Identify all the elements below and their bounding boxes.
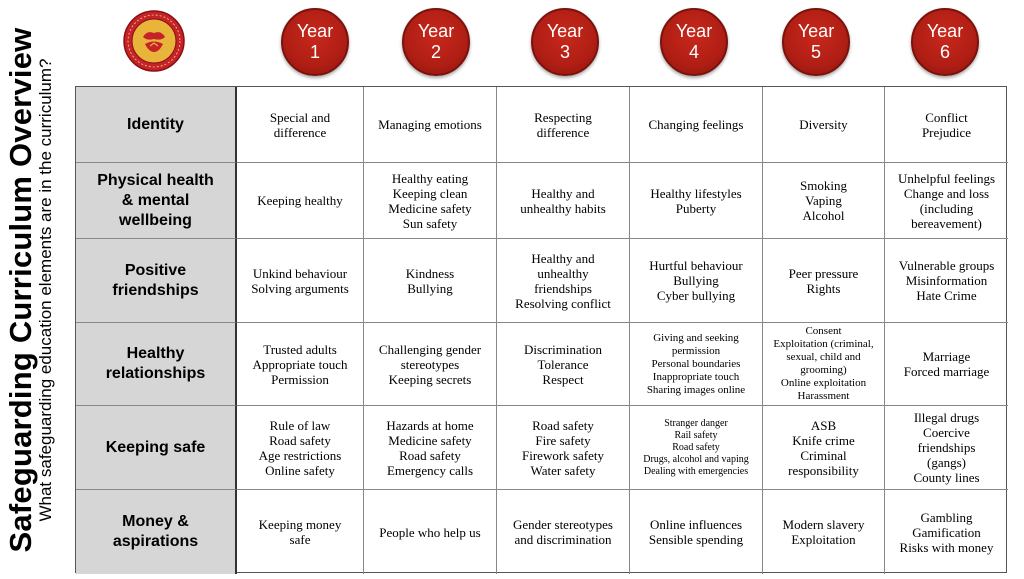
cell-line: Water safety [530,462,596,478]
cell-line: Criminal [800,447,847,463]
table-cell [364,406,497,490]
cell-line: Emergency calls [386,462,474,478]
cell-line: Alcohol [802,208,845,223]
cell-line: Keeping clean [392,185,468,201]
row-heading-line: Positive [124,261,187,279]
row-heading-line: Healthy [126,345,185,362]
year-badge-number: 6 [939,42,950,62]
curriculum-table [75,86,1007,573]
cell-line: Stranger danger [664,417,728,429]
year-badge-label: Year [546,21,584,41]
table-cell [763,490,885,574]
cell-line: Bullying [673,273,719,288]
cell-line: Kindness [405,265,455,281]
cell-line: Marriage [922,349,971,364]
cell-line: Risks with money [899,539,994,555]
cell-line: sexual, child and [786,351,861,363]
cell-line: Gambling [920,509,973,525]
cell-line: Trusted adults [263,341,337,357]
table-cell [237,87,364,163]
year-badge-label: Year [417,21,455,41]
cell-line: County lines [913,470,980,485]
cell-line: Rule of law [269,417,331,433]
row-heading-line: relationships [105,365,206,382]
table-cell [630,490,763,574]
cell-line: Road safety [399,447,461,463]
school-crest-icon [123,10,185,72]
year-badge-number: 3 [559,42,570,62]
cell-line: Misinformation [905,273,988,288]
table-cell [885,490,1008,574]
cell-line: Forced marriage [903,364,990,379]
cell-line: Conflict [925,109,968,125]
cell-line: Bullying [407,280,453,296]
cell-line: Keeping secrets [388,371,472,387]
cell-line: Hate Crime [916,288,977,303]
cell-line: bereavement) [911,215,982,231]
table-cell [885,323,1008,406]
cell-line: People who help us [379,524,481,540]
table-cell [630,239,763,323]
cell-line: Coercive [923,425,970,440]
cell-line: Respecting [534,109,592,125]
cell-line: friendships [917,440,976,455]
cell-line: permission [671,344,721,357]
cell-line: ASB [810,417,837,433]
cell-line: Change and loss [903,185,990,201]
cell-line: Vaping [805,193,842,208]
cell-line: Permission [271,371,329,387]
year-badge-label: Year [926,21,964,41]
cell-line: Diversity [799,117,848,132]
table-cell [885,406,1008,490]
year-badge-1 [281,8,349,76]
cell-line: Exploitation (criminal, [773,338,874,350]
row-heading [76,406,237,490]
table-cell [364,490,497,574]
cell-line: Dealing with emergencies [643,465,749,477]
cell-line: Challenging gender [378,341,482,357]
table-cell [763,406,885,490]
cell-line: Hurtful behaviour [649,258,743,273]
cell-line: Online safety [265,462,335,478]
cell-line: Road safety [532,417,594,433]
cell-line: responsibility [788,462,859,478]
table-cell [497,323,630,406]
cell-line: Harassment [797,390,850,402]
cell-line: Road safety [269,432,331,448]
page-title: Safeguarding Curriculum Overview [3,27,38,553]
year-badge-number: 1 [309,42,320,62]
table-cell [237,323,364,406]
cell-line: friendships [534,280,592,296]
cell-line: Gamification [912,524,981,540]
cell-line: Age restrictions [258,447,342,463]
cell-line: Giving and seeking [653,331,739,344]
cell-line: Consent [805,325,842,337]
cell-line: Healthy and [531,250,595,266]
cell-line: Respect [542,371,584,387]
table-cell [630,406,763,490]
table-cell [885,163,1008,239]
cell-line: Cyber bullying [656,288,736,303]
cell-line: Fire safety [535,432,591,448]
cell-line: Appropriate touch [252,356,348,372]
row-heading [76,490,237,574]
year-badge-4 [660,8,728,76]
row-heading-line: Physical health [97,171,214,189]
row-heading-line: friendships [112,281,199,299]
cell-line: Unhelpful feelings [897,170,996,186]
table-cell [237,239,364,323]
cell-line: Illegal drugs [913,410,980,425]
table-cell [237,406,364,490]
cell-line: stereotypes [400,356,460,372]
cell-line: Gender stereotypes [513,517,613,532]
table-cell [497,239,630,323]
table-cell [497,490,630,574]
year-badge-3 [531,8,599,76]
cell-line: Unkind behaviour [252,265,348,281]
year-badge-5 [782,8,850,76]
cell-line: Online exploitation [780,377,867,389]
cell-line: Inappropriate touch [652,370,740,383]
page-subtitle: What safeguarding education elements are in the curriculum? [36,58,55,522]
row-heading [76,239,237,323]
cell-line: Tolerance [537,356,589,372]
table-cell [364,163,497,239]
table-cell [364,239,497,323]
year-badge-2 [402,8,470,76]
cell-line: Prejudice [921,124,972,140]
table-cell [630,163,763,239]
cell-line: Sharing images online [646,383,746,396]
table-cell [885,239,1008,323]
cell-line: Rail safety [674,429,718,441]
cell-line: Online influences [649,517,743,532]
cell-line: Sun safety [402,215,458,231]
table-cell [497,406,630,490]
table-cell [364,87,497,163]
cell-line: unhealthy [537,265,589,281]
table-cell [763,163,885,239]
year-badge-label: Year [296,21,334,41]
cell-line: Managing emotions [378,117,482,132]
cell-line: Personal boundaries [651,357,741,370]
cell-line: Keeping healthy [257,193,343,208]
row-heading-line: aspirations [112,533,199,550]
cell-line: Rights [806,280,841,296]
year-badge-number: 2 [430,42,441,62]
row-heading-line: Identity [127,115,184,133]
year-badge-label: Year [675,21,713,41]
cell-line: Solving arguments [251,280,349,296]
cell-line: Road safety [672,441,720,453]
table-cell [763,323,885,406]
cell-line: Modern slavery [782,517,865,532]
table-cell [237,163,364,239]
table-cell [630,87,763,163]
cell-line: Special and [269,109,331,125]
cell-line: Discrimination [524,341,602,357]
table-cell [497,163,630,239]
row-heading [76,87,237,163]
cell-line: safe [289,532,311,547]
cell-line: Peer pressure [788,265,859,281]
cell-line: Healthy and [531,185,595,201]
table-cell [885,87,1008,163]
table-cell [364,323,497,406]
cell-line: and discrimination [514,532,612,547]
cell-line: Healthy lifestyles [650,185,742,201]
row-heading-line: & mental [121,191,190,209]
cell-line: Puberty [675,200,717,216]
cell-line: Knife crime [792,432,855,448]
year-badge-label: Year [797,21,835,41]
cell-line: Keeping money [258,517,342,532]
cell-line: Sensible spending [648,532,744,547]
year-badge-6 [911,8,979,76]
cell-line: difference [536,124,590,140]
cell-line: unhealthy habits [520,200,606,216]
cell-line: Firework safety [522,447,604,463]
side-title-block [4,4,56,576]
cell-line: Hazards at home [386,417,474,433]
cell-line: grooming) [800,364,847,376]
row-heading-line: wellbeing [119,211,192,229]
cell-line: (including [919,200,974,216]
row-heading-line: Keeping safe [105,438,206,456]
row-heading [76,323,237,406]
year-badge-number: 5 [810,42,821,62]
cell-line: Medicine safety [388,432,472,448]
cell-line: Smoking [800,178,847,193]
cell-line: Drugs, alcohol and vaping [643,453,749,465]
cell-line: Exploitation [791,532,856,547]
cell-line: (gangs) [927,455,966,470]
row-heading-line: Money & [122,513,189,530]
cell-line: Medicine safety [388,200,472,216]
table-cell [763,239,885,323]
table-cell [497,87,630,163]
table-cell [630,323,763,406]
cell-line: Healthy eating [391,170,469,186]
cell-line: Vulnerable groups [898,258,995,273]
row-heading [76,163,237,239]
year-badge-number: 4 [688,42,699,62]
cell-line: Changing feelings [648,117,744,132]
table-cell [763,87,885,163]
cell-line: difference [273,124,327,140]
cell-line: Resolving conflict [515,295,611,311]
table-cell [237,490,364,574]
